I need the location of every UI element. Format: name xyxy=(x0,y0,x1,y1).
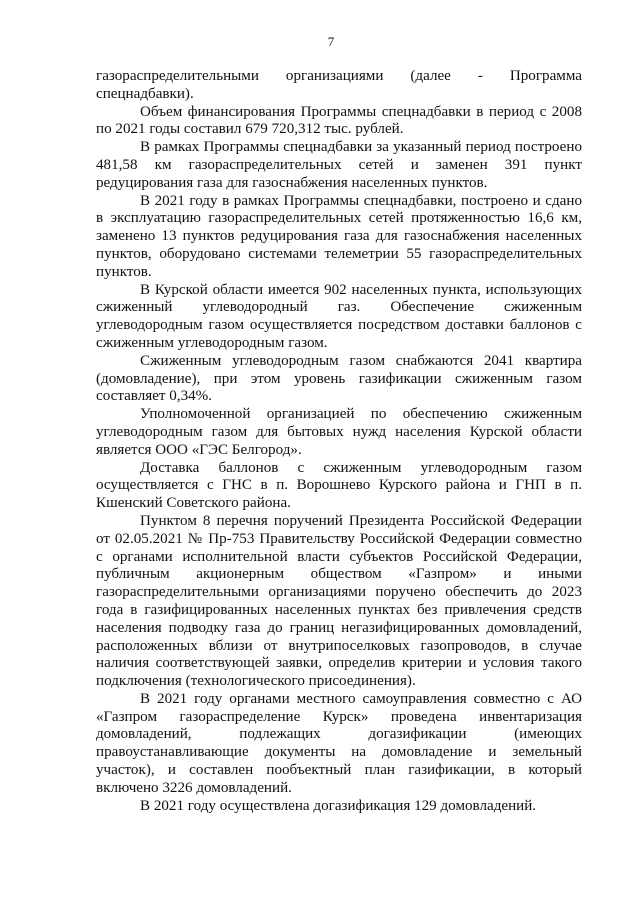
body-text xyxy=(96,68,582,815)
paragraph-authorized-org: Уполномоченной организацией по обеспечению сжиженным углеводородным газом для бытовых нужд населения Курской области является ООО «ГЭС Белгород». xyxy=(96,406,582,458)
paragraph-additional-gasification: В 2021 году осуществлена догазификация 129 домовладений. xyxy=(140,797,537,814)
paragraph-financing: Объем финансирования Программы спецнадбавки в период с 2008 по 2021 годы составил 679 720,312 тыс. рублей. xyxy=(96,103,582,138)
page-number: 7 xyxy=(327,34,335,49)
paragraph-networks-built: В рамках Программы спецнадбавки за указанный период построено 481,58 км газораспределительных сетей и заменен 391 пункт редуцирования газа для газоснабжения населенных пунктов. xyxy=(96,139,582,191)
paragraph-cylinder-delivery: Доставка баллонов с сжиженным углеводородным газом осуществляется с ГНС в п. Ворошнево Курского района и ГНП в п. Кшенский Советского района. xyxy=(96,459,582,512)
paragraph-2021-results: В 2021 году в рамках Программы спецнадбавки, построено и сдано в эксплуатацию газораспределительных сетей протяженностью 16,6 км, заменено 13 пунктов редуцирования газа для газоснабжения населенных пунктов, оборудовано системами телеметрии 55 газораспределительных пунктов. xyxy=(96,192,582,280)
paragraph-lpg-supply: Сжиженным углеводородным газом снабжаются 2041 квартира (домовладение), при этом уровень газификации сжиженным газом составляет 0,34%. xyxy=(96,352,582,405)
paragraph-presidential-order: Пунктом 8 перечня поручений Президента Российской Федерации от 02.05.2021 № Пр-753 Правительству Российской Федерации совместно с органами исполнительной власти субъектов Российской Федерации, публичным акционерным обществом «Газпром» и иными газораспределительными организациями поручено обеспечить до 2023 года в газифицированных населенных пунктах без привлечения средств населения подводку газа до границ негазифицированных домовладений, расположенных вблизи от внутрипоселковых газопроводов, в случае наличия соответствующей заявки, определив критерии и условия такого подключения (технологического присоединения). xyxy=(96,512,582,690)
paragraph-inventory: В 2021 году органами местного самоуправления совместно с АО «Газпром газораспределение Курск» проведена инвентаризация домовладений, подлежащих догазификации (имеющих правоустанавливающие документы на домовладение и земельный участок), и составлен пообъектный план газификации, в который включено 3226 домовладений. xyxy=(96,690,582,796)
paragraph-lpg-settlements: В Курской области имеется 902 населенных пункта, использующих сжиженный углеводородный газ. Обеспечение сжиженным углеводородным газом осуществляется посредством доставки баллонов с сжиженным углеводородным газом. xyxy=(96,281,582,351)
paragraph-continuation: газораспределительными организациями (далее - Программа спецнадбавки). xyxy=(96,68,582,102)
